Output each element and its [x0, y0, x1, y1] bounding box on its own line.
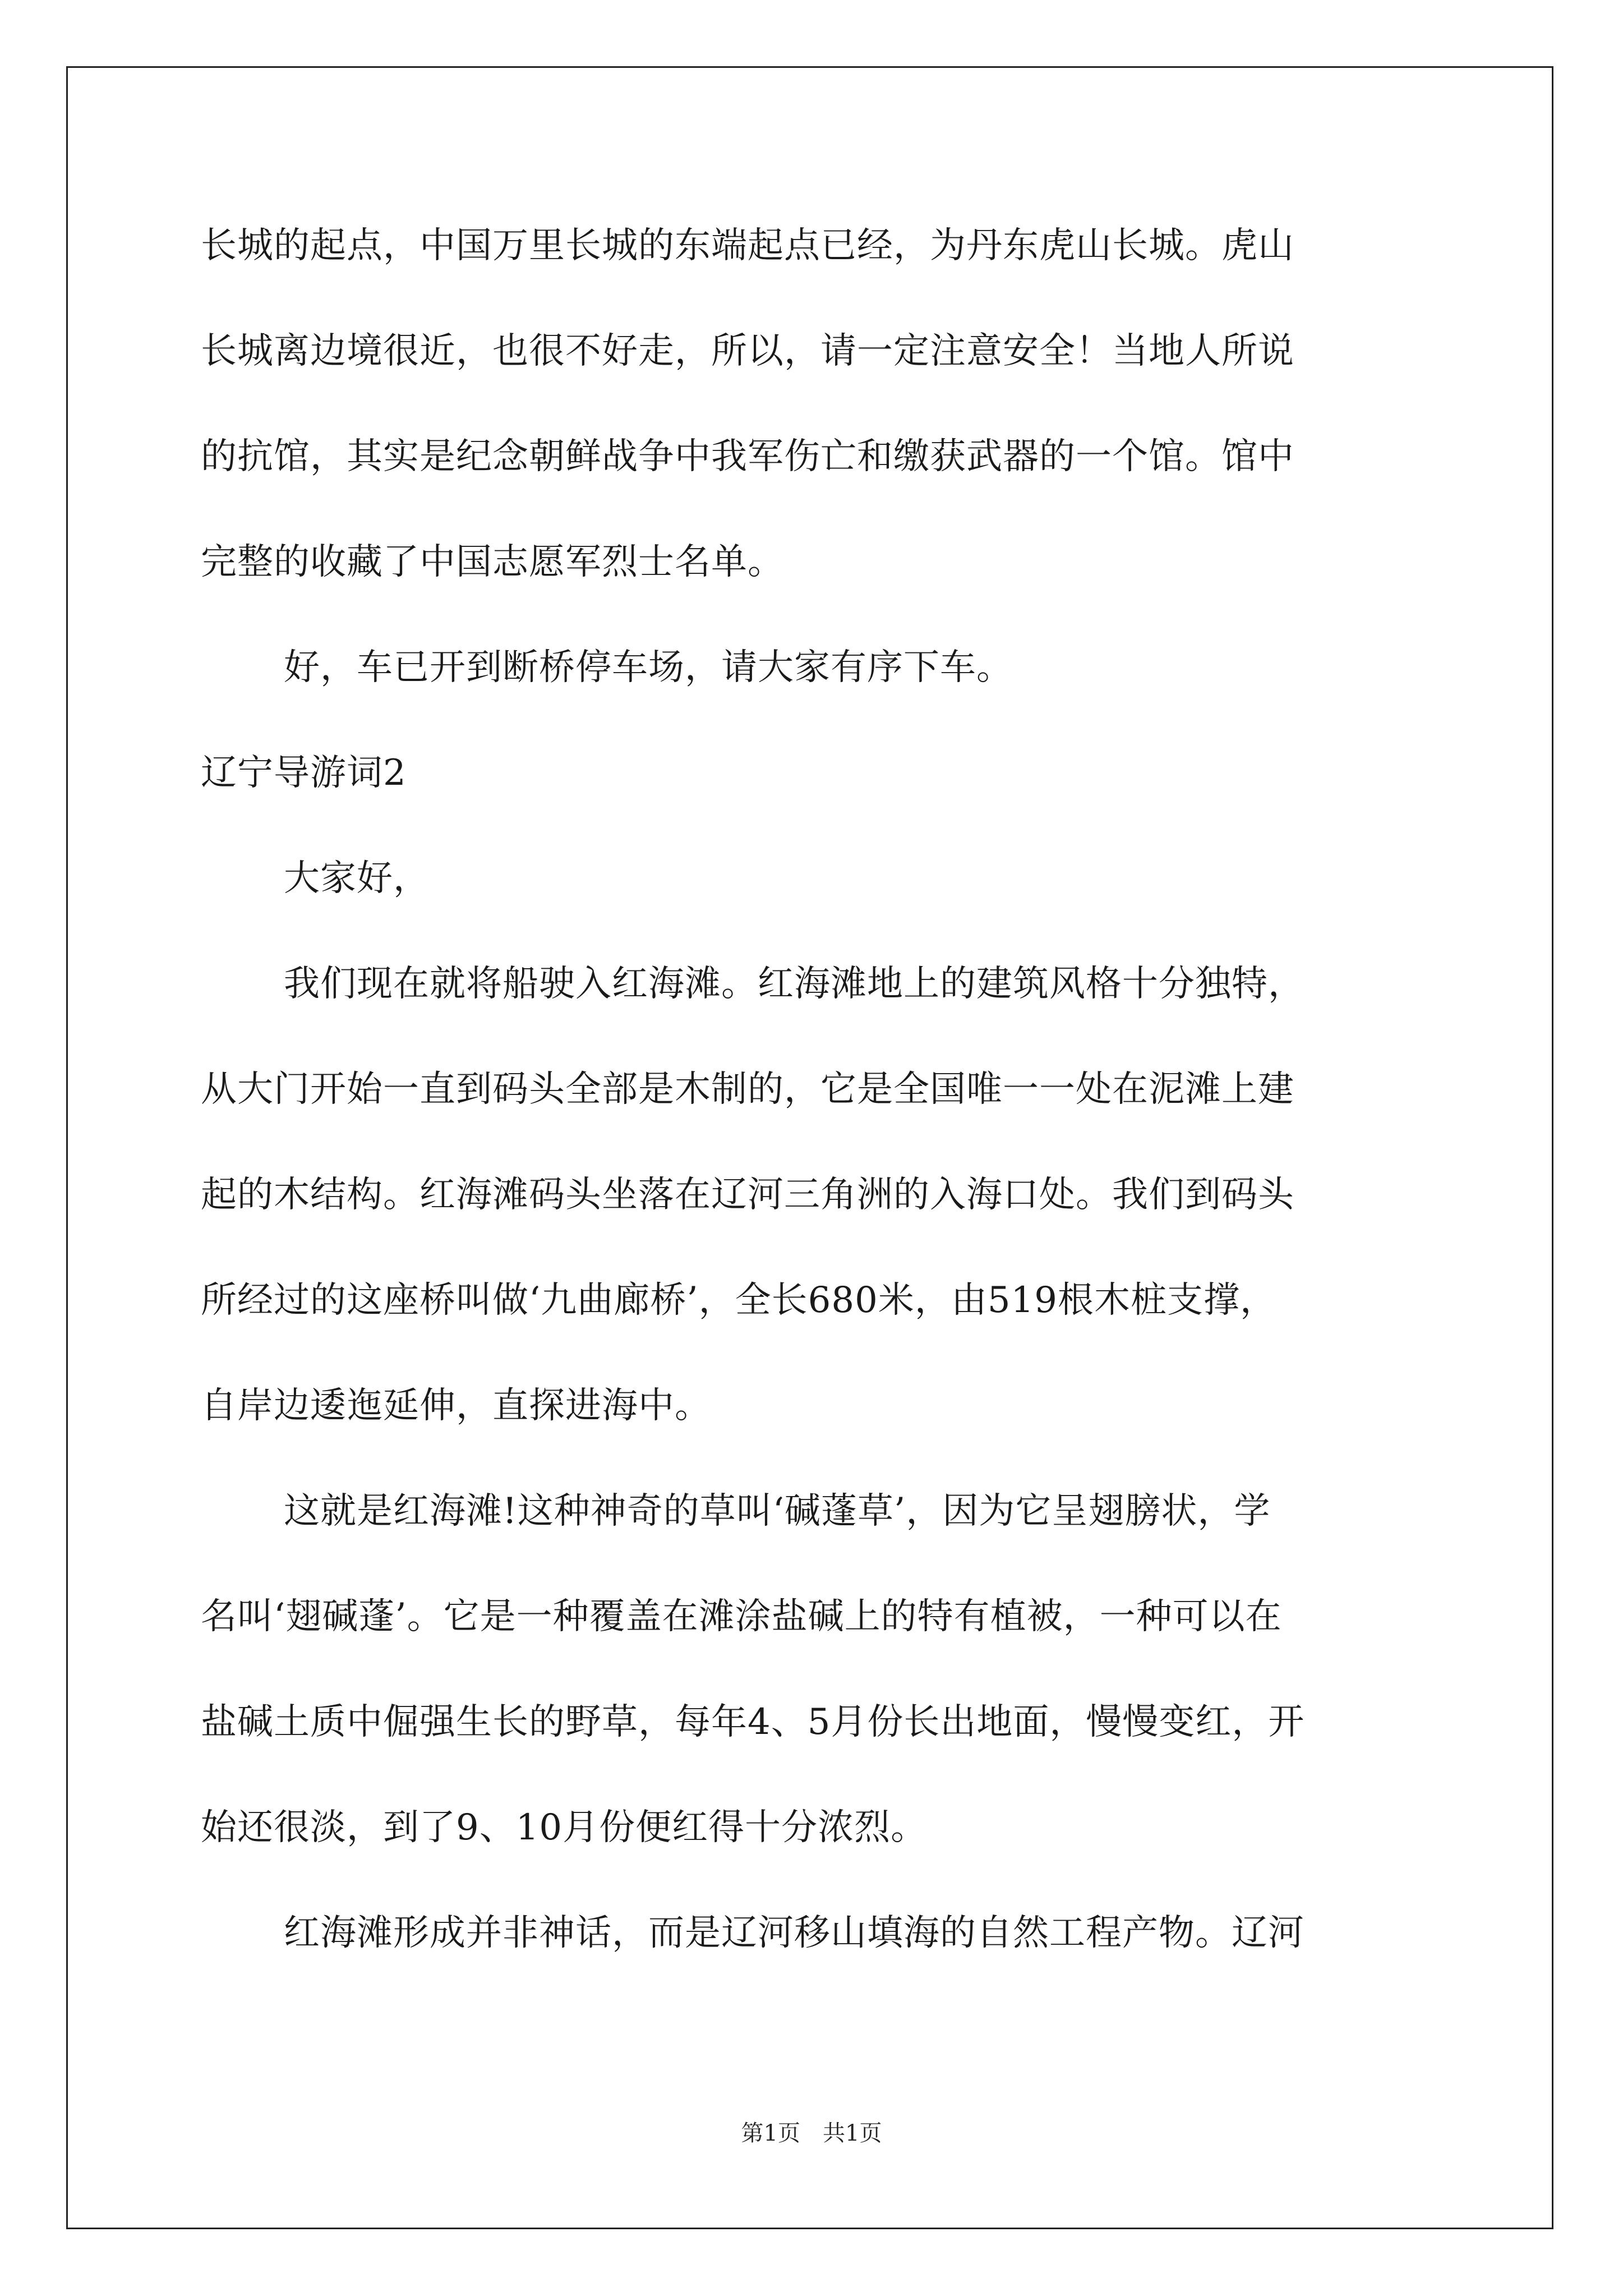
- paragraph-line: 好，车已开到断桥停车场，请大家有序下车。: [284, 647, 1013, 688]
- greeting: 大家好，: [284, 858, 430, 899]
- section-heading: 辽宁导游词2: [201, 752, 407, 794]
- paragraph-line: 起的木结构。红海滩码头坐落在辽河三角洲的入海口处。我们到码头: [201, 1174, 1294, 1216]
- page-footer: [0, 2116, 1623, 2150]
- paragraph-line: 从大门开始一直到码头全部是木制的，它是全国唯一一处在泥滩上建: [201, 1069, 1294, 1110]
- page-total: 共1页: [823, 2120, 882, 2146]
- paragraph-line: 自岸边逶迤延伸，直探进海中。: [201, 1385, 711, 1427]
- paragraph-line: 名叫‘翅碱蓬’。它是一种覆盖在滩涂盐碱上的特有植被，一种可以在: [201, 1596, 1282, 1637]
- paragraph-line: 这就是红海滩!这种神奇的草叫‘碱蓬草’，因为它呈翅膀状，学: [284, 1490, 1271, 1532]
- paragraph-line: 完整的收藏了中国志愿军烈士名单。: [201, 541, 784, 583]
- page-number: 第1页: [741, 2120, 800, 2146]
- paragraph-line: 所经过的这座桥叫做‘九曲廊桥’，全长680米，由519根木桩支撑，: [201, 1280, 1276, 1321]
- paragraph-line: 我们现在就将船驶入红海滩。红海滩地上的建筑风格十分独特，: [284, 963, 1304, 1005]
- paragraph-line: 长城离边境很近，也很不好走，所以，请一定注意安全！当地人所说: [201, 330, 1294, 372]
- paragraph-line: 长城的起点，中国万里长城的东端起点已经，为丹东虎山长城。虎山: [201, 225, 1294, 266]
- paragraph-line: 红海滩形成并非神话，而是辽河移山填海的自然工程产物。辽河: [284, 1912, 1304, 1954]
- paragraph-line: 的抗馆，其实是纪念朝鲜战争中我军伤亡和缴获武器的一个馆。馆中: [201, 436, 1294, 477]
- paragraph-line: 盐碱土质中倔强生长的野草，每年4、5月份长出地面，慢慢变红，开: [201, 1701, 1305, 1743]
- paragraph-line: 始还很淡，到了9、10月份便红得十分浓烈。: [201, 1807, 928, 1848]
